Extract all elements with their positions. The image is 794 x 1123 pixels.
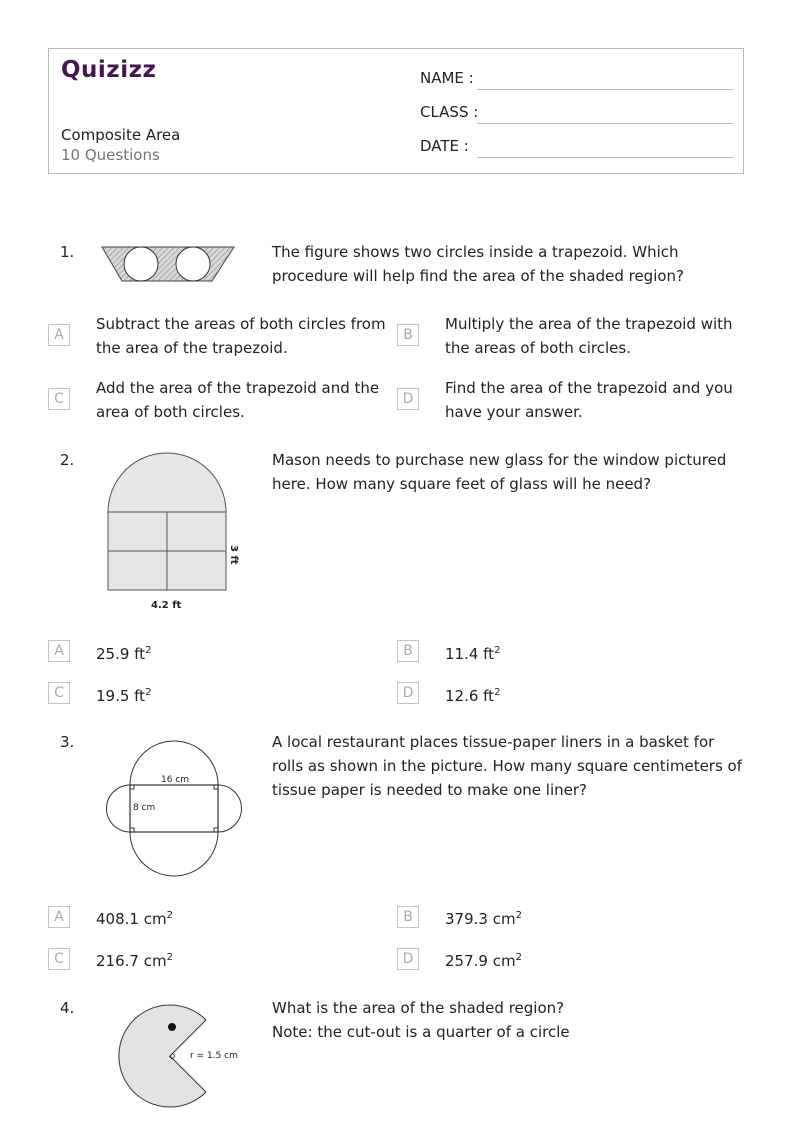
class-label: CLASS : [420, 103, 479, 121]
trapezoid-shape [102, 247, 234, 281]
worksheet-header [48, 48, 744, 174]
q1-option-b-box[interactable]: B [397, 324, 419, 346]
q1-option-c-box[interactable]: C [48, 388, 70, 410]
q2-option-b-text: 11.4 $ft^2$ [445, 645, 501, 663]
date-input-line[interactable] [477, 157, 733, 158]
q3-option-b-text: 379.3 $cm^2$ [445, 910, 522, 928]
q3-option-d-text: 257.9 $cm^2$ [445, 952, 522, 970]
q3-option-c-text: 216.7 $cm^2$ [96, 952, 173, 970]
question-2-number: 2. [60, 451, 75, 469]
roll-liner-figure [100, 735, 250, 883]
name-label: NAME : [420, 69, 474, 87]
date-label: DATE : [420, 137, 469, 155]
liner-height-label: 8 cm [133, 803, 156, 813]
question-4-number: 4. [60, 999, 75, 1017]
q1-option-c-text: Add the area of the trapezoid and the area of both circles. [96, 379, 380, 421]
question-3-text: A local restaurant places tissue-paper liners in a basket for rolls as shown in the picture. How many square centimeters of tissue paper is needed to make one liner? [272, 733, 743, 799]
eye-dot [168, 1023, 176, 1031]
class-input-line[interactable] [477, 123, 733, 124]
question-1-text: The figure shows two circles inside a trapezoid. Which procedure will help find the area of the shaded region? [272, 243, 685, 285]
worksheet-title: Composite Area [61, 126, 181, 144]
question-1-number: 1. [60, 243, 75, 261]
question-4-line2: Note: the cut-out is a quarter of a circle [272, 1023, 570, 1041]
q1-option-b-text: Multiply the area of the trapezoid with the areas of both circles. [445, 315, 733, 357]
q1-option-a-box[interactable]: A [48, 324, 70, 346]
quizizz-logo: Quizizz [61, 57, 157, 83]
question-count: 10 Questions [61, 146, 160, 164]
q2-option-d-text: 12.6 $ft^2$ [445, 687, 501, 705]
question-4-text [272, 996, 750, 1044]
question-4-line1: What is the area of the shaded region? [272, 999, 565, 1017]
q3-option-c-box[interactable]: C [48, 948, 70, 970]
question-3-number: 3. [60, 733, 75, 751]
left-circle [124, 247, 158, 281]
width-label: 4.2 ft [151, 600, 182, 611]
question-2-text: Mason needs to purchase new glass for the window pictured here. How many square feet of glass will he need? [272, 451, 727, 493]
q2-option-a-box[interactable]: A [48, 640, 70, 662]
pacman-figure [100, 996, 250, 1123]
q1-option-a-text: Subtract the areas of both circles from the area of the trapezoid. [96, 315, 386, 357]
q3-option-a-box[interactable]: A [48, 906, 70, 928]
window-figure [100, 450, 250, 615]
q2-option-c-box[interactable]: C [48, 682, 70, 704]
q2-option-b-box[interactable]: B [397, 640, 419, 662]
q1-option-d-text: Find the area of the trapezoid and you have your answer. [445, 379, 733, 421]
q3-option-b-box[interactable]: B [397, 906, 419, 928]
q1-option-d-box[interactable]: D [397, 388, 419, 410]
liner-width-label: 16 cm [161, 775, 190, 785]
right-circle [176, 247, 210, 281]
trapezoid-circles-figure [98, 244, 238, 284]
radius-label: r = 1.5 cm [190, 1051, 238, 1061]
name-input-line[interactable] [477, 89, 733, 90]
q2-option-a-text: 25.9 $ft^2$ [96, 645, 152, 663]
q2-option-d-box[interactable]: D [397, 682, 419, 704]
q3-option-a-text: 408.1 $cm^2$ [96, 910, 173, 928]
height-label: 3 ft [228, 545, 239, 565]
q3-option-d-box[interactable]: D [397, 948, 419, 970]
q2-option-c-text: 19.5 $ft^2$ [96, 687, 152, 705]
